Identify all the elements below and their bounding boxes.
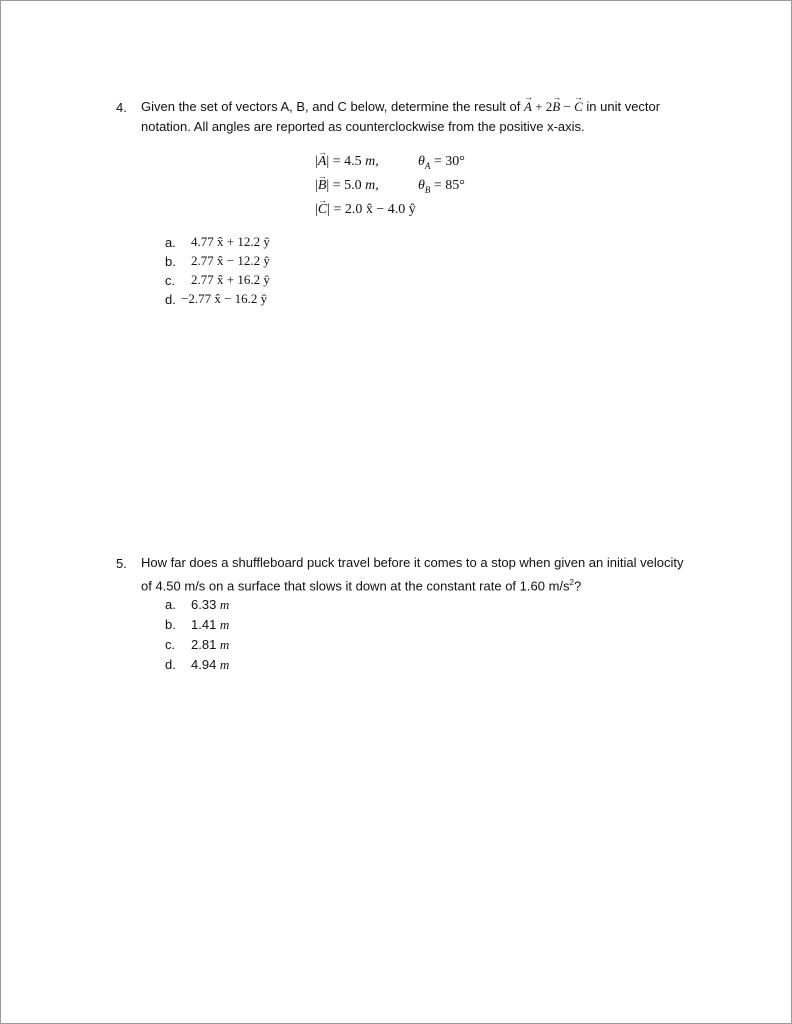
q5-option-b-letter: b. <box>165 617 176 632</box>
q5-number: 5. <box>116 556 127 571</box>
q5-line1: How far does a shuffleboard puck travel before it comes to a stop when given an initial velocity <box>141 555 684 570</box>
q5-option-d-letter: d. <box>165 657 176 672</box>
q5-option-d-unit: m <box>219 657 230 672</box>
magnitude-C-label: C → <box>318 201 327 219</box>
q5-option-a-value: 6.33 <box>191 597 220 612</box>
vector-B: B → <box>552 97 560 117</box>
q5-option-a-unit: m <box>219 597 230 612</box>
theta-B-subscript: B <box>424 184 431 195</box>
theta-B-symbol: θ <box>418 178 425 193</box>
magnitude-A: |A →| = 4.5 m, <box>315 154 379 169</box>
magnitude-C: |C →| = 2.0 x̂ − 4.0 ŷ <box>315 202 416 217</box>
magnitude-B: |B →| = 5.0 m, <box>315 178 379 193</box>
plus-sign: + <box>531 99 546 114</box>
q5-option-c-value: 2.81 <box>191 637 220 652</box>
q5-option-a <box>191 597 229 613</box>
q4-text <box>141 97 741 137</box>
q4-option-d-value: −2.77 x̂ − 16.2 ŷ <box>181 291 268 306</box>
theta-A-value: = 30° <box>430 154 465 169</box>
vector-C: C → <box>574 97 583 117</box>
q4-option-a-letter: a. <box>165 235 176 250</box>
theta-A-symbol: θ <box>418 154 425 169</box>
q5-option-b-unit: m <box>219 617 230 632</box>
magnitude-B-unit: m, <box>365 178 379 193</box>
minus-sign: − <box>560 99 575 114</box>
given-row-C <box>315 201 416 219</box>
q5-line2-start: of 4.50 m/s on a surface that slows it down at the constant rate of 1.60 m/s <box>141 578 570 594</box>
magnitude-B-value: = 5.0 <box>329 178 366 193</box>
angle-A <box>418 153 465 175</box>
q5-option-b <box>191 617 229 633</box>
magnitude-A-unit: m, <box>365 154 379 169</box>
q5-line2-end: ? <box>573 578 582 594</box>
q5-option-d-value: 4.94 <box>191 657 220 672</box>
q4-line1-start: Given the set of vectors A, B, and C below, determine the result of <box>141 99 521 114</box>
magnitude-A-label: A → <box>318 153 327 171</box>
magnitude-B-label: B → <box>318 177 327 195</box>
q4-number: 4. <box>116 100 127 115</box>
q5-text <box>141 553 751 596</box>
q4-line1-end: in unit vector <box>586 99 661 114</box>
angle-B <box>418 177 465 199</box>
q5-line2 <box>141 573 751 596</box>
q4-option-b-value: 2.77 x̂ − 12.2 ŷ <box>191 253 270 268</box>
q4-line1 <box>141 97 741 117</box>
theta-A-subscript: A <box>424 160 431 171</box>
q5-option-c-letter: c. <box>165 637 176 652</box>
q5-option-a-letter: a. <box>165 597 176 612</box>
q4-option-b-letter: b. <box>165 254 176 269</box>
magnitude-A-value: = 4.5 <box>329 154 366 169</box>
theta-B-value: = 85° <box>430 178 465 193</box>
q5-line2-superscript: 2 <box>569 578 574 587</box>
vector-A: A → <box>524 97 532 117</box>
q5-option-c-unit: m <box>219 637 230 652</box>
q4-option-d-letter: d. <box>165 292 176 307</box>
coefficient-two: 2 <box>545 99 553 114</box>
q4-option-a-value: 4.77 x̂ + 12.2 ŷ <box>191 234 270 249</box>
q4-option-c-value: 2.77 x̂ + 16.2 ŷ <box>191 272 270 287</box>
q4-option-c-letter: c. <box>165 273 176 288</box>
q4-expression <box>524 99 583 114</box>
q5-option-d <box>191 657 229 673</box>
q5-option-c <box>191 637 229 653</box>
q5-option-b-value: 1.41 <box>191 617 220 632</box>
q4-line2: notation. All angles are reported as counterclockwise from the positive x-axis. <box>141 119 585 134</box>
magnitude-C-value: = 2.0 x̂ − 4.0 ŷ <box>329 202 416 217</box>
